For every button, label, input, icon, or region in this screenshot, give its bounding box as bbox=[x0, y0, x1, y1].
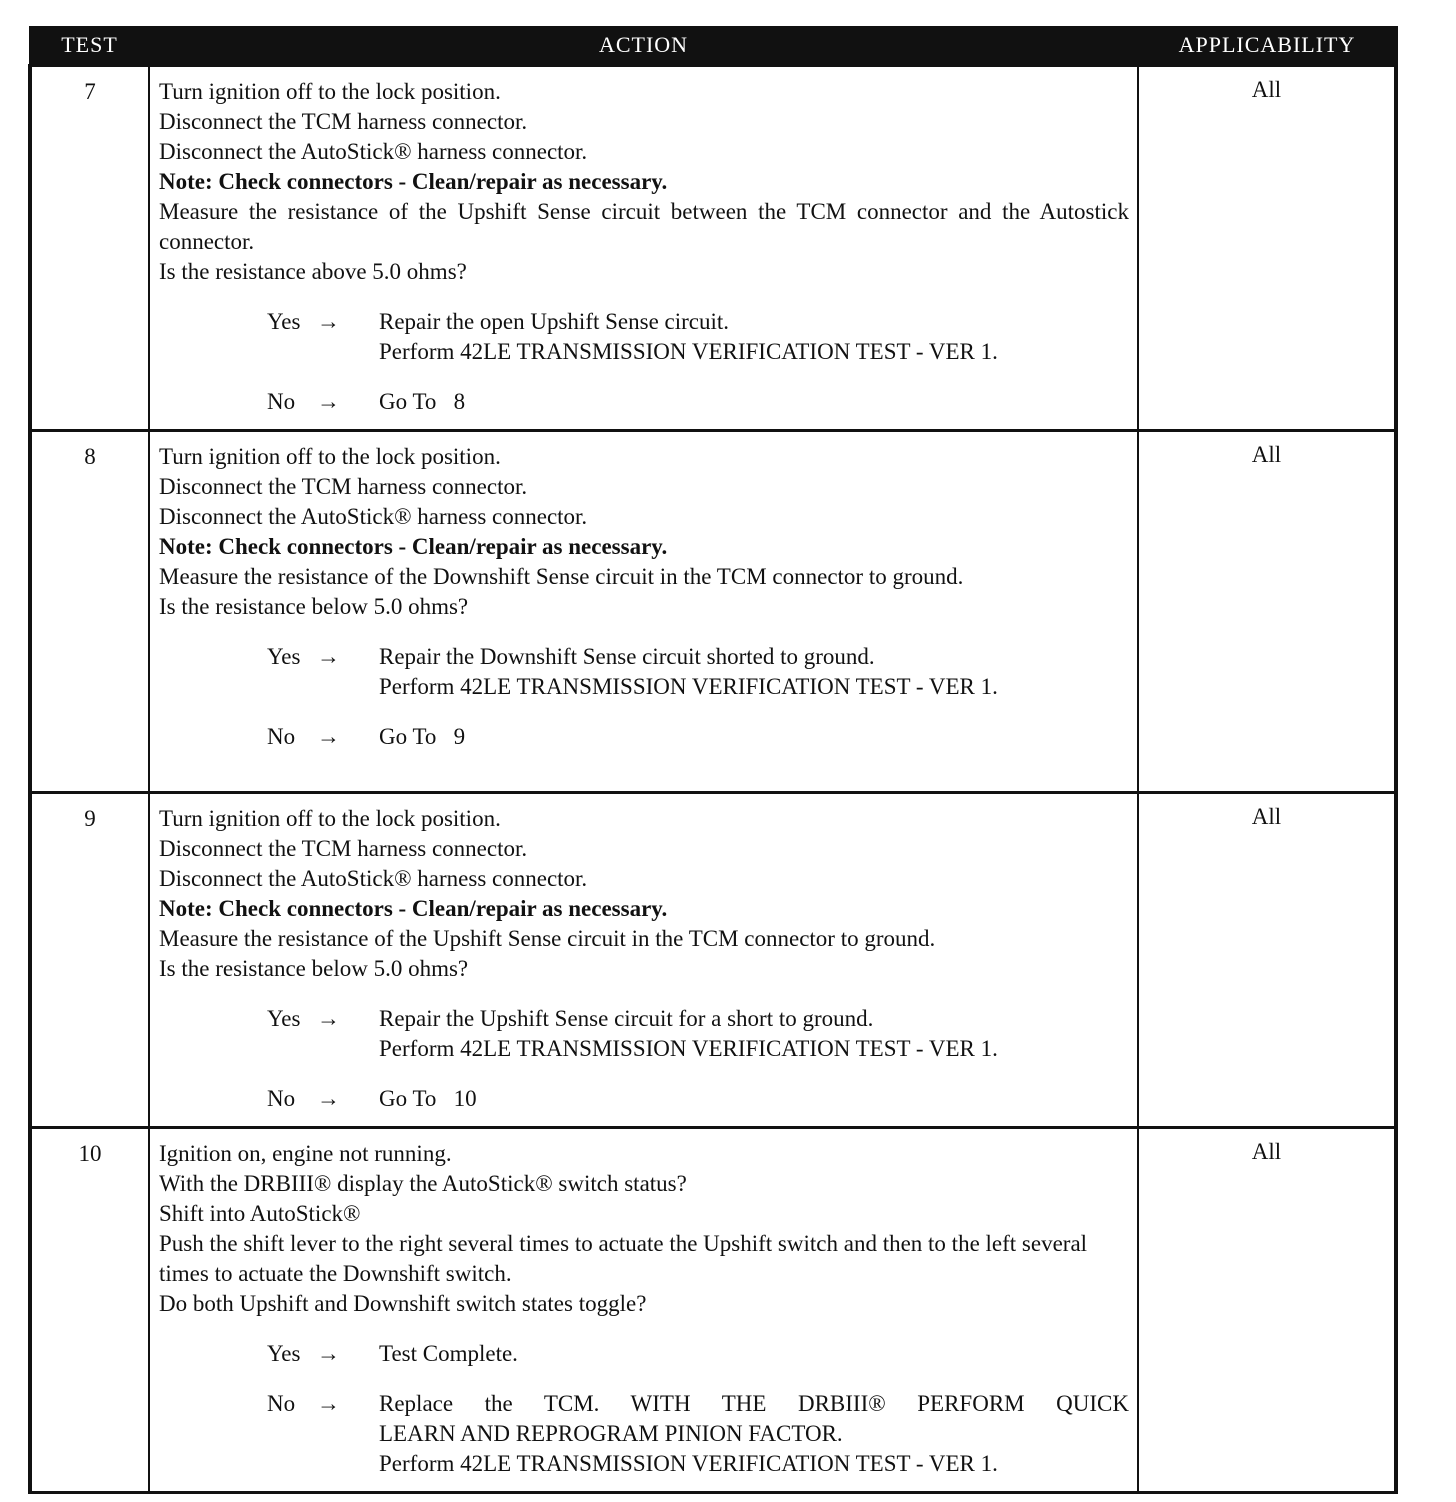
result-line: Repair the Upshift Sense circuit for a short to ground. bbox=[379, 1006, 874, 1031]
arrow-icon: → bbox=[317, 1341, 340, 1366]
table-row bbox=[30, 793, 1396, 1128]
measure-text: Measure the resistance of the Downshift Sense circuit in the TCM connector to ground. bbox=[159, 564, 964, 589]
question-text: Is the resistance below 5.0 ohms? bbox=[159, 956, 469, 981]
no-answer bbox=[159, 387, 1129, 417]
result-line: LEARN AND REPROGRAM PINION FACTOR. bbox=[379, 1421, 843, 1446]
yes-result bbox=[379, 642, 1129, 702]
measure-text: Measure the resistance of the Upshift Sense circuit between the TCM connector and the Autostick connector. bbox=[159, 199, 1129, 254]
yes-answer bbox=[159, 1339, 1129, 1369]
result-line: Perform 42LE TRANSMISSION VERIFICATION TEST - VER 1. bbox=[379, 1451, 998, 1476]
yes-label: Yes bbox=[267, 1006, 301, 1031]
header-action: ACTION bbox=[149, 26, 1138, 66]
question-text: Do both Upshift and Downshift switch states toggle? bbox=[159, 1291, 647, 1316]
step-text: Disconnect the TCM harness connector. bbox=[159, 474, 528, 499]
note-text: Note: Check connectors - Clean/repair as necessary. bbox=[159, 169, 668, 194]
result-line: Perform 42LE TRANSMISSION VERIFICATION TEST - VER 1. bbox=[379, 674, 998, 699]
no-answer bbox=[159, 1084, 1129, 1114]
step-text: Ignition on, engine not running. bbox=[159, 1141, 452, 1166]
no-answer bbox=[159, 1389, 1129, 1479]
step-text: Turn ignition off to the lock position. bbox=[159, 79, 501, 104]
diagnostic-page bbox=[28, 26, 1394, 1494]
result-line: Perform 42LE TRANSMISSION VERIFICATION TEST - VER 1. bbox=[379, 339, 998, 364]
test-number: 10 bbox=[30, 1128, 149, 1493]
yes-result bbox=[379, 1339, 1129, 1369]
no-label: No bbox=[267, 1391, 296, 1416]
step-text: Disconnect the AutoStick® harness connector. bbox=[159, 139, 588, 164]
header-test: TEST bbox=[30, 26, 149, 66]
goto-link[interactable]: Go To 10 bbox=[379, 1086, 477, 1111]
result-line: Test Complete. bbox=[379, 1341, 518, 1366]
arrow-icon: → bbox=[317, 389, 340, 414]
yes-label: Yes bbox=[267, 309, 301, 334]
yes-answer bbox=[159, 1004, 1129, 1064]
arrow-icon: → bbox=[317, 1086, 340, 1111]
goto-link[interactable]: Go To 8 bbox=[379, 389, 466, 414]
step-text: Turn ignition off to the lock position. bbox=[159, 444, 501, 469]
step-text: Turn ignition off to the lock position. bbox=[159, 806, 501, 831]
note-text: Note: Check connectors - Clean/repair as necessary. bbox=[159, 896, 668, 921]
table-row bbox=[30, 1128, 1396, 1493]
question-text: Is the resistance below 5.0 ohms? bbox=[159, 594, 469, 619]
table-header-row bbox=[30, 26, 1396, 66]
yes-answer bbox=[159, 307, 1129, 367]
step-text: Disconnect the TCM harness connector. bbox=[159, 109, 528, 134]
no-result bbox=[379, 722, 1129, 752]
measure-text: Push the shift lever to the right several times to actuate the Upshift switch and then to the left several times to actuate the Downshift switch. bbox=[159, 1231, 1088, 1286]
no-result bbox=[379, 387, 1129, 417]
arrow-icon: → bbox=[317, 644, 340, 669]
result-line: Perform 42LE TRANSMISSION VERIFICATION TEST - VER 1. bbox=[379, 1036, 998, 1061]
result-line: Repair the open Upshift Sense circuit. bbox=[379, 309, 730, 334]
arrow-icon: → bbox=[317, 1391, 340, 1416]
yes-label: Yes bbox=[267, 1341, 301, 1366]
measure-text: Measure the resistance of the Upshift Sense circuit in the TCM connector to ground. bbox=[159, 926, 936, 951]
action-cell bbox=[149, 793, 1138, 1128]
action-cell bbox=[149, 1128, 1138, 1493]
result-line: Repair the Downshift Sense circuit shorted to ground. bbox=[379, 644, 875, 669]
step-text: Disconnect the TCM harness connector. bbox=[159, 836, 528, 861]
step-text: Disconnect the AutoStick® harness connector. bbox=[159, 866, 588, 891]
test-number: 7 bbox=[30, 66, 149, 431]
note-text: Note: Check connectors - Clean/repair as necessary. bbox=[159, 534, 668, 559]
no-label: No bbox=[267, 1086, 296, 1111]
no-label: No bbox=[267, 389, 296, 414]
yes-answer bbox=[159, 642, 1129, 702]
question-text: Is the resistance above 5.0 ohms? bbox=[159, 259, 467, 284]
applicability-value: All bbox=[1138, 793, 1396, 1128]
step-text: With the DRBIII® display the AutoStick® switch status? bbox=[159, 1171, 687, 1196]
step-text: Disconnect the AutoStick® harness connector. bbox=[159, 504, 588, 529]
no-label: No bbox=[267, 724, 296, 749]
action-cell bbox=[149, 431, 1138, 793]
table-row bbox=[30, 66, 1396, 431]
goto-link[interactable]: Go To 9 bbox=[379, 724, 466, 749]
step-text: Shift into AutoStick® bbox=[159, 1201, 361, 1226]
diagnostic-table bbox=[28, 26, 1398, 1494]
table-row bbox=[30, 431, 1396, 793]
result-line: Replace the TCM. WITH THE DRBIII® PERFORM QUICK bbox=[379, 1391, 1129, 1416]
yes-result bbox=[379, 1004, 1129, 1064]
no-result bbox=[379, 1084, 1129, 1114]
applicability-value: All bbox=[1138, 66, 1396, 431]
applicability-value: All bbox=[1138, 431, 1396, 793]
header-applicability: APPLICABILITY bbox=[1138, 26, 1396, 66]
arrow-icon: → bbox=[317, 724, 340, 749]
applicability-value: All bbox=[1138, 1128, 1396, 1493]
yes-result bbox=[379, 307, 1129, 367]
arrow-icon: → bbox=[317, 309, 340, 334]
arrow-icon: → bbox=[317, 1006, 340, 1031]
yes-label: Yes bbox=[267, 644, 301, 669]
test-number: 8 bbox=[30, 431, 149, 793]
no-answer bbox=[159, 722, 1129, 752]
no-result bbox=[379, 1389, 1129, 1479]
test-number: 9 bbox=[30, 793, 149, 1128]
action-cell bbox=[149, 66, 1138, 431]
